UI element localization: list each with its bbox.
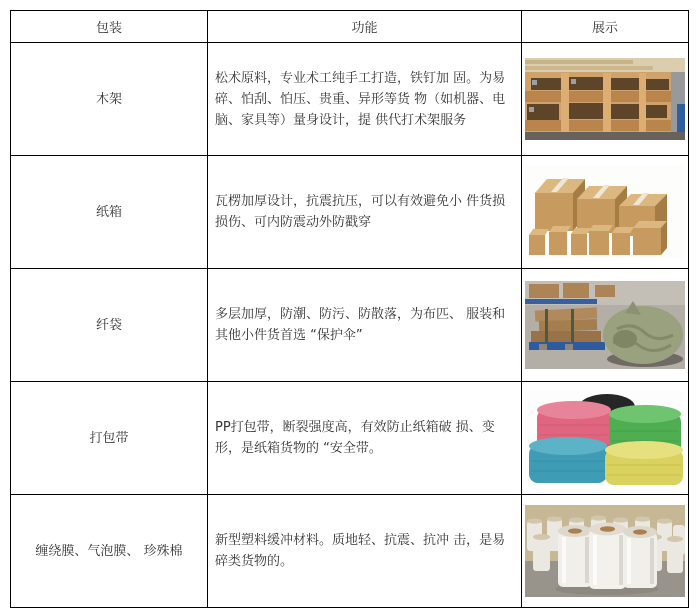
- packaging-description: 瓦楞加厚设计，抗震抗压，可以有效避免小 件货损损伤、可内防震动外防戳穿: [208, 156, 522, 269]
- table-header-row: [11, 11, 689, 43]
- wooden-crates-image: [525, 58, 685, 140]
- packaging-table: [10, 10, 689, 608]
- packaging-description: 新型塑料缓冲材料。质地轻、抗震、抗冲 击，是易碎类货物的。: [208, 495, 522, 608]
- packaging-name: 打包带: [11, 382, 208, 495]
- table-row-stretch-film: [11, 495, 689, 608]
- packaging-name: 木架: [11, 43, 208, 156]
- header-packaging: 包装: [11, 11, 208, 43]
- table-row-wooden-frame: [11, 43, 689, 156]
- table-row-carton: [11, 156, 689, 269]
- packaging-image-cell: [522, 495, 689, 608]
- packaging-image-cell: [522, 382, 689, 495]
- packaging-description: 松术原料，专业术工纯手工打造，铁钉加 固。为易碎、怕刮、怕压、贵重、异形等货 物（如机器、电脑、家具等）量身设计，提 供代打术架服务: [208, 43, 522, 156]
- woven-fiber-bags-image: [525, 281, 685, 369]
- header-function: 功能: [208, 11, 522, 43]
- packaging-image-cell: [522, 269, 689, 382]
- packaging-name: 缠绕膜、气泡膜、 珍殊棉: [11, 495, 208, 608]
- packaging-image-cell: [522, 43, 689, 156]
- table-row-fiber-bag: [11, 269, 689, 382]
- pp-strapping-rolls-image: [525, 391, 685, 485]
- table-row-strapping: [11, 382, 689, 495]
- packaging-description: PP打包带，断裂强度高，有效防止纸箱破 损、变形，是纸箱货物的 “安全带。: [208, 382, 522, 495]
- packaging-name: 纸箱: [11, 156, 208, 269]
- header-display: 展示: [522, 11, 689, 43]
- cardboard-boxes-image: [525, 165, 685, 259]
- packaging-description: 多层加厚，防潮、防污、防散落，为布匹、 服装和其他小件货首选 “保护伞”: [208, 269, 522, 382]
- packaging-image-cell: [522, 156, 689, 269]
- stretch-film-rolls-image: [525, 505, 685, 597]
- packaging-name: 纤袋: [11, 269, 208, 382]
